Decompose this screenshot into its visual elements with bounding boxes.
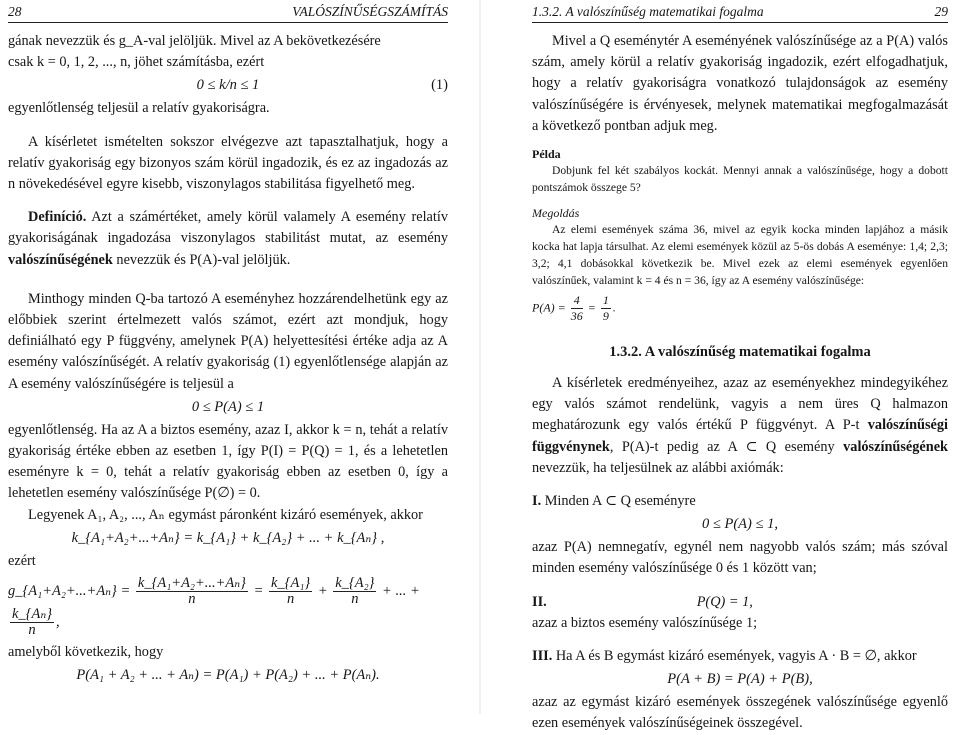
solution-equation bbox=[532, 293, 948, 324]
axiom-2-label: II. bbox=[532, 593, 547, 610]
fraction bbox=[601, 293, 611, 324]
equation-2: 0 ≤ P(A) ≤ 1 bbox=[191, 398, 265, 415]
term-probability-function: valószínűségi függvénynek bbox=[532, 417, 948, 455]
definition-text-b: nevezzük és P(A)-val jelöljük. bbox=[112, 251, 291, 268]
axiom-3-label: III. bbox=[532, 648, 553, 665]
fraction-denominator: n bbox=[286, 591, 295, 608]
solution-equation-tail: . bbox=[612, 300, 616, 315]
axiom-1-equation: 0 ≤ P(A) ≤ 1, bbox=[702, 516, 778, 533]
right-page-header bbox=[532, 0, 948, 23]
axiom-1-label: I. bbox=[532, 493, 542, 510]
equation-5: P(A₁ + A₂ + ... + Aₙ) = P(A₁) + P(A₂) + ... + P(Aₙ). bbox=[76, 667, 380, 684]
equation-4-tail: , bbox=[56, 613, 60, 630]
equation-1-number: (1) bbox=[431, 77, 448, 94]
paragraph-line: ezért bbox=[8, 552, 36, 569]
axiom-2-equation: P(Q) = 1, bbox=[696, 593, 753, 610]
axiom-intro-text-b: , P(A)-t pedig az A ⊂ Q esemény bbox=[609, 438, 844, 455]
right-page-number: 29 bbox=[934, 4, 948, 19]
axiom-intro-paragraph bbox=[532, 373, 948, 479]
paragraph: Mivel a Q eseménytér A eseményének valószínűsége az a P(A) valós szám, amely körül a relatív gyakoriság ingadozik, ezért elfogadhatjuk, hogy a relatív gyakoriságra vonatkozó tulajdonságok az esemény valószínűségére is érvényesek, melynek matematikai megfogalmazását a következő pontban adjuk meg. bbox=[532, 33, 948, 134]
fraction-numerator: 4 bbox=[571, 293, 583, 309]
solution-text: Az elemi események száma 36, mivel az egyik kocka minden lapjához a másik kocka hat lapja társulhat. Az elemi események közül az 5-ös dobás A eseménye: 1,4; 2,3; 3,2; 4,1 dobásokkal következik be. Mivel ezek az elemi események egyenlően valószínűek, valamint k = 4 és n = 36, így az A esemény valószínűsége: bbox=[532, 223, 948, 288]
paragraph: Legyenek A₁, A₂, ..., Aₙ egymást páronként kizáró események, akkor bbox=[28, 506, 423, 523]
left-running-head: VALÓSZÍNŰSÉGSZÁMÍTÁS bbox=[292, 4, 448, 19]
fraction bbox=[10, 607, 54, 638]
solution-equation-equals: = bbox=[587, 300, 596, 315]
equation-4: g_{A₁+A₂+...+Aₙ} = $\frac{\text{k\_\{A₁+A₂+...+Aₙ\}}}{n}$ = $\frac{\text{k\_\{A₁\}}}{n}$ + $\frac{\text{k\_\{A₂\}}}{n}$ + ... + $\frac{\text{k\_\{Aₙ\}}}{n}$ , bbox=[8, 575, 420, 639]
paragraph-line: gának nevezzük és g_A-val jelöljük. Mivel az A bekövetkezésére bbox=[8, 33, 381, 49]
definition-text-a: Azt a számértéket, amely körül valamely A esemény relatív gyakoriságának ingadozása viszonylagos stabilitást mutat, az esemény bbox=[8, 209, 448, 247]
fraction-numerator: k_{A₂} bbox=[335, 575, 375, 592]
solution-equation-lhs: P(A) = bbox=[532, 300, 566, 315]
axiom-intro-text-a: A kísérletek eredményeihez, azaz az eseményekhez mindegyikéhez egy valós számot rendelünk, vagyis a nem üres Q halmazon meghatározunk egy valós értékű P függvényt. A P-t bbox=[532, 375, 948, 434]
equation-1-body: 0 ≤ k/n ≤ 1 bbox=[196, 77, 260, 94]
fraction-numerator: k_{Aₙ} bbox=[12, 606, 53, 623]
fraction-denominator: 9 bbox=[602, 309, 609, 324]
paragraph-line: csak k = 0, 1, 2, ..., n, jöhet számításba, ezért bbox=[8, 54, 265, 71]
axiom-1 bbox=[532, 491, 948, 512]
definition-label: Definíció. bbox=[28, 209, 87, 226]
paragraph: A kísérletet ismételten sokszor elvégezve azt tapasztalhatjuk, hogy a relatív gyakoriság egy bizonyos szám körül ingadozik, és ez az ingadozás az n növekedésével egyre kisebb, viszonylagos stabilitása figyelhető meg. bbox=[8, 133, 448, 193]
example-label: Példa bbox=[532, 147, 561, 162]
paragraph: egyenlőtlenség. Ha az A a biztos esemény, azaz I, akkor k = n, tehát a relatív gyakoriság értéke ebben az esetben 1, így P(I) = P(Q) = 1, és a lehetetlen eseményre k = 0, tehát a relatív gyakoriság ebben az esetben 0, így a lehetetlen esemény valószínűsége P(∅) = 0. bbox=[8, 421, 448, 502]
paragraph: Minthogy minden Q-ba tartozó A eseményhez hozzárendelhetünk egy az előbbiek szerint értelmezett valós számot, ezért azt mondjuk, hogy definiálható egy P függvény, amelynek P(A) helyettesítési értéke adja az A esemény valószínűségét. A relatív gyakoriság (1) egyenlőtlensége alapján az A esemény valószínűségére is teljesül a bbox=[8, 290, 448, 392]
equation-4-lhs: g_{A₁+A₂+...+Aₙ} = bbox=[8, 582, 131, 599]
right-page bbox=[480, 0, 960, 732]
fraction-numerator: k_{A₁} bbox=[271, 575, 311, 592]
example-text: Dobjunk fel két szabályos kockát. Mennyi annak a valószínűsége, hogy a dobott pontszámok összege 5? bbox=[532, 164, 948, 195]
equation-3: k_{A₁+A₂+...+Aₙ} = k_{A₁} + k_{A₂} + ... + k_{Aₙ} , bbox=[71, 529, 385, 546]
term-probability: valószínűségének bbox=[843, 438, 948, 455]
paragraph-line: egyenlőtlenség teljesül a relatív gyakoriságra. bbox=[8, 100, 270, 117]
fraction-denominator: 36 bbox=[570, 309, 583, 324]
axiom-1-explanation: azaz P(A) nemnegatív, egynél nem nagyobb valós szám; más szóval minden esemény valószínűsége 0 és 1 között van; bbox=[532, 539, 948, 577]
definition-paragraph bbox=[8, 207, 448, 271]
section-title: 1.3.2. A valószínűség matematikai fogalma bbox=[609, 344, 871, 361]
fraction bbox=[333, 576, 376, 607]
fraction-denominator: n bbox=[351, 591, 359, 608]
axiom-2-explanation: azaz a biztos esemény valószínűsége 1; bbox=[532, 614, 758, 631]
fraction bbox=[136, 576, 248, 607]
fraction-numerator: k_{A₁+A₂+...+Aₙ} bbox=[137, 575, 246, 592]
solution-label: Megoldás bbox=[532, 206, 580, 221]
axiom-3-equation: P(A + B) = P(A) + P(B), bbox=[667, 671, 813, 688]
fraction-denominator: n bbox=[188, 591, 196, 608]
equation-1 bbox=[8, 77, 448, 94]
axiom-1-text: Minden A ⊂ Q eseményre bbox=[541, 493, 696, 510]
fraction-numerator: 1 bbox=[602, 293, 609, 308]
axiom-intro-text-c: nevezzük, ha teljesülnek az alábbi axiómák: bbox=[532, 459, 784, 476]
axiom-3-text: Ha A és B egymást kizáró események, vagyis A · B = ∅, akkor bbox=[552, 648, 917, 665]
fraction bbox=[571, 293, 583, 324]
axiom-3-explanation: azaz az egymást kizáró események összegének valószínűsége egyenlő ezen események valószínűségeinek összegével. bbox=[532, 694, 948, 732]
fraction-denominator: n bbox=[28, 622, 36, 639]
left-page-number: 28 bbox=[8, 4, 22, 19]
paragraph-line: amelyből következik, hogy bbox=[8, 644, 164, 661]
fraction bbox=[269, 576, 312, 607]
right-running-head: 1.3.2. A valószínűség matematikai fogalma bbox=[532, 4, 764, 19]
axiom-3 bbox=[532, 646, 948, 667]
left-page bbox=[0, 0, 480, 714]
axiom-2 bbox=[532, 592, 948, 613]
definition-term: valószínűségének bbox=[8, 251, 113, 268]
left-page-header bbox=[8, 0, 448, 23]
